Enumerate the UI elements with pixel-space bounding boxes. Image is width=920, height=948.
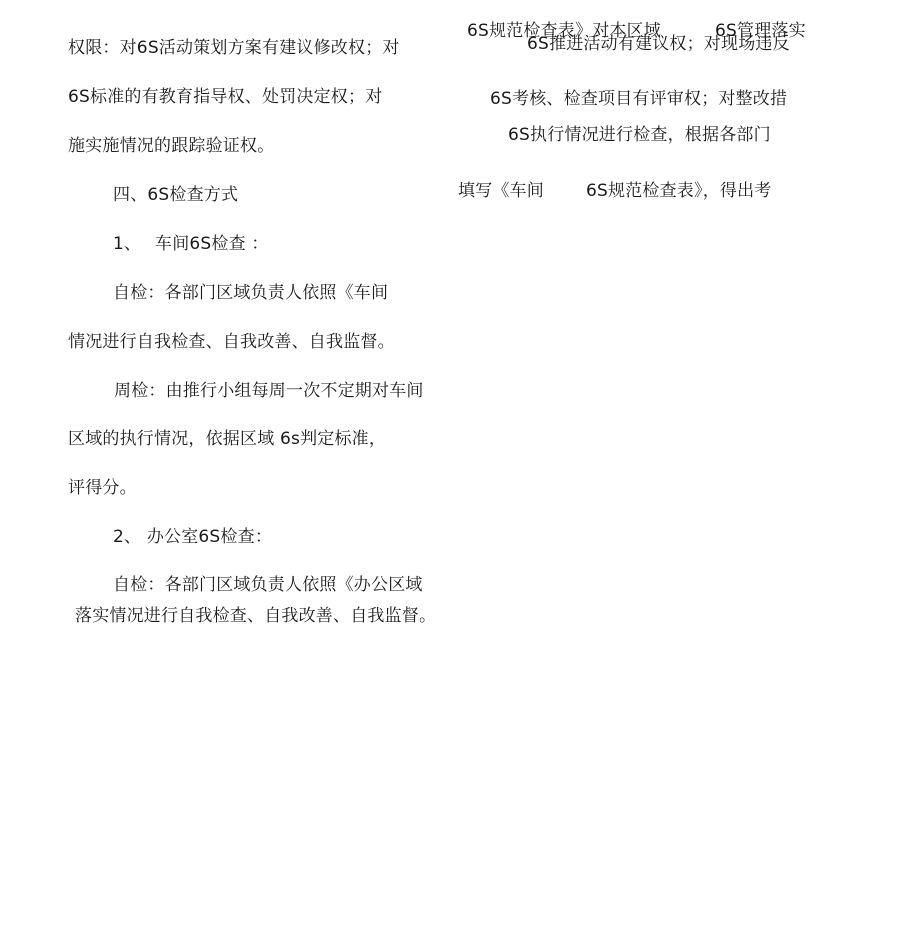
office-self-check-line-1-clip — [113, 570, 453, 595]
right-line-exec: 6S执行情况进行检查，根据各部门 — [508, 125, 771, 145]
right-line-clipped: 6S考核、检查项目有评审权；对整改措 — [490, 89, 788, 109]
right-overlap-a: 6S规范检查表》对本区域 — [467, 21, 662, 41]
right-overlap-c: 6S推进活动有建议权；对现场违反 — [527, 34, 790, 54]
item-1-title: 车间6S检查 ： — [155, 234, 269, 254]
section-heading-4: 四、6S检查方式 — [113, 185, 239, 205]
self-check-line-1: 自检：各部门区域负责人依照《车间 — [113, 283, 389, 303]
item-2: 2、 办公室6S检查： — [113, 527, 273, 547]
office-self-check-line-2: 落实情况进行自我检查、自我改善、自我监督。 — [75, 606, 437, 626]
left-line-3: 施实施情况的跟踪验证权。 — [68, 136, 275, 156]
right-line-clipped-wrap — [490, 88, 810, 109]
right-fill-a: 填写《车间 — [458, 181, 544, 201]
left-line-1: 权限：对6S活动策划方案有建议修改权；对 — [68, 38, 400, 58]
item-1-number: 1、 — [113, 234, 142, 254]
left-line-2: 6S标准的有教育指导权、处罚决定权；对 — [68, 87, 383, 107]
office-self-check-line-1: 自检：各部门区域负责人依照《办公区域 — [113, 575, 423, 595]
right-overlap-b: 6S管理落实 — [715, 21, 806, 41]
right-fill-b: 6S规范检查表》，得出考 — [586, 181, 772, 201]
weekly-check-line-2: 区域的执行情况，依据区域 6s判定标准， — [68, 429, 387, 449]
weekly-check-line-3: 评得分。 — [68, 478, 137, 498]
weekly-check-line-1: 周检：由推行小组每周一次不定期对车间 — [114, 381, 424, 401]
self-check-line-2: 情况进行自我检查、自我改善、自我监督。 — [68, 332, 395, 352]
